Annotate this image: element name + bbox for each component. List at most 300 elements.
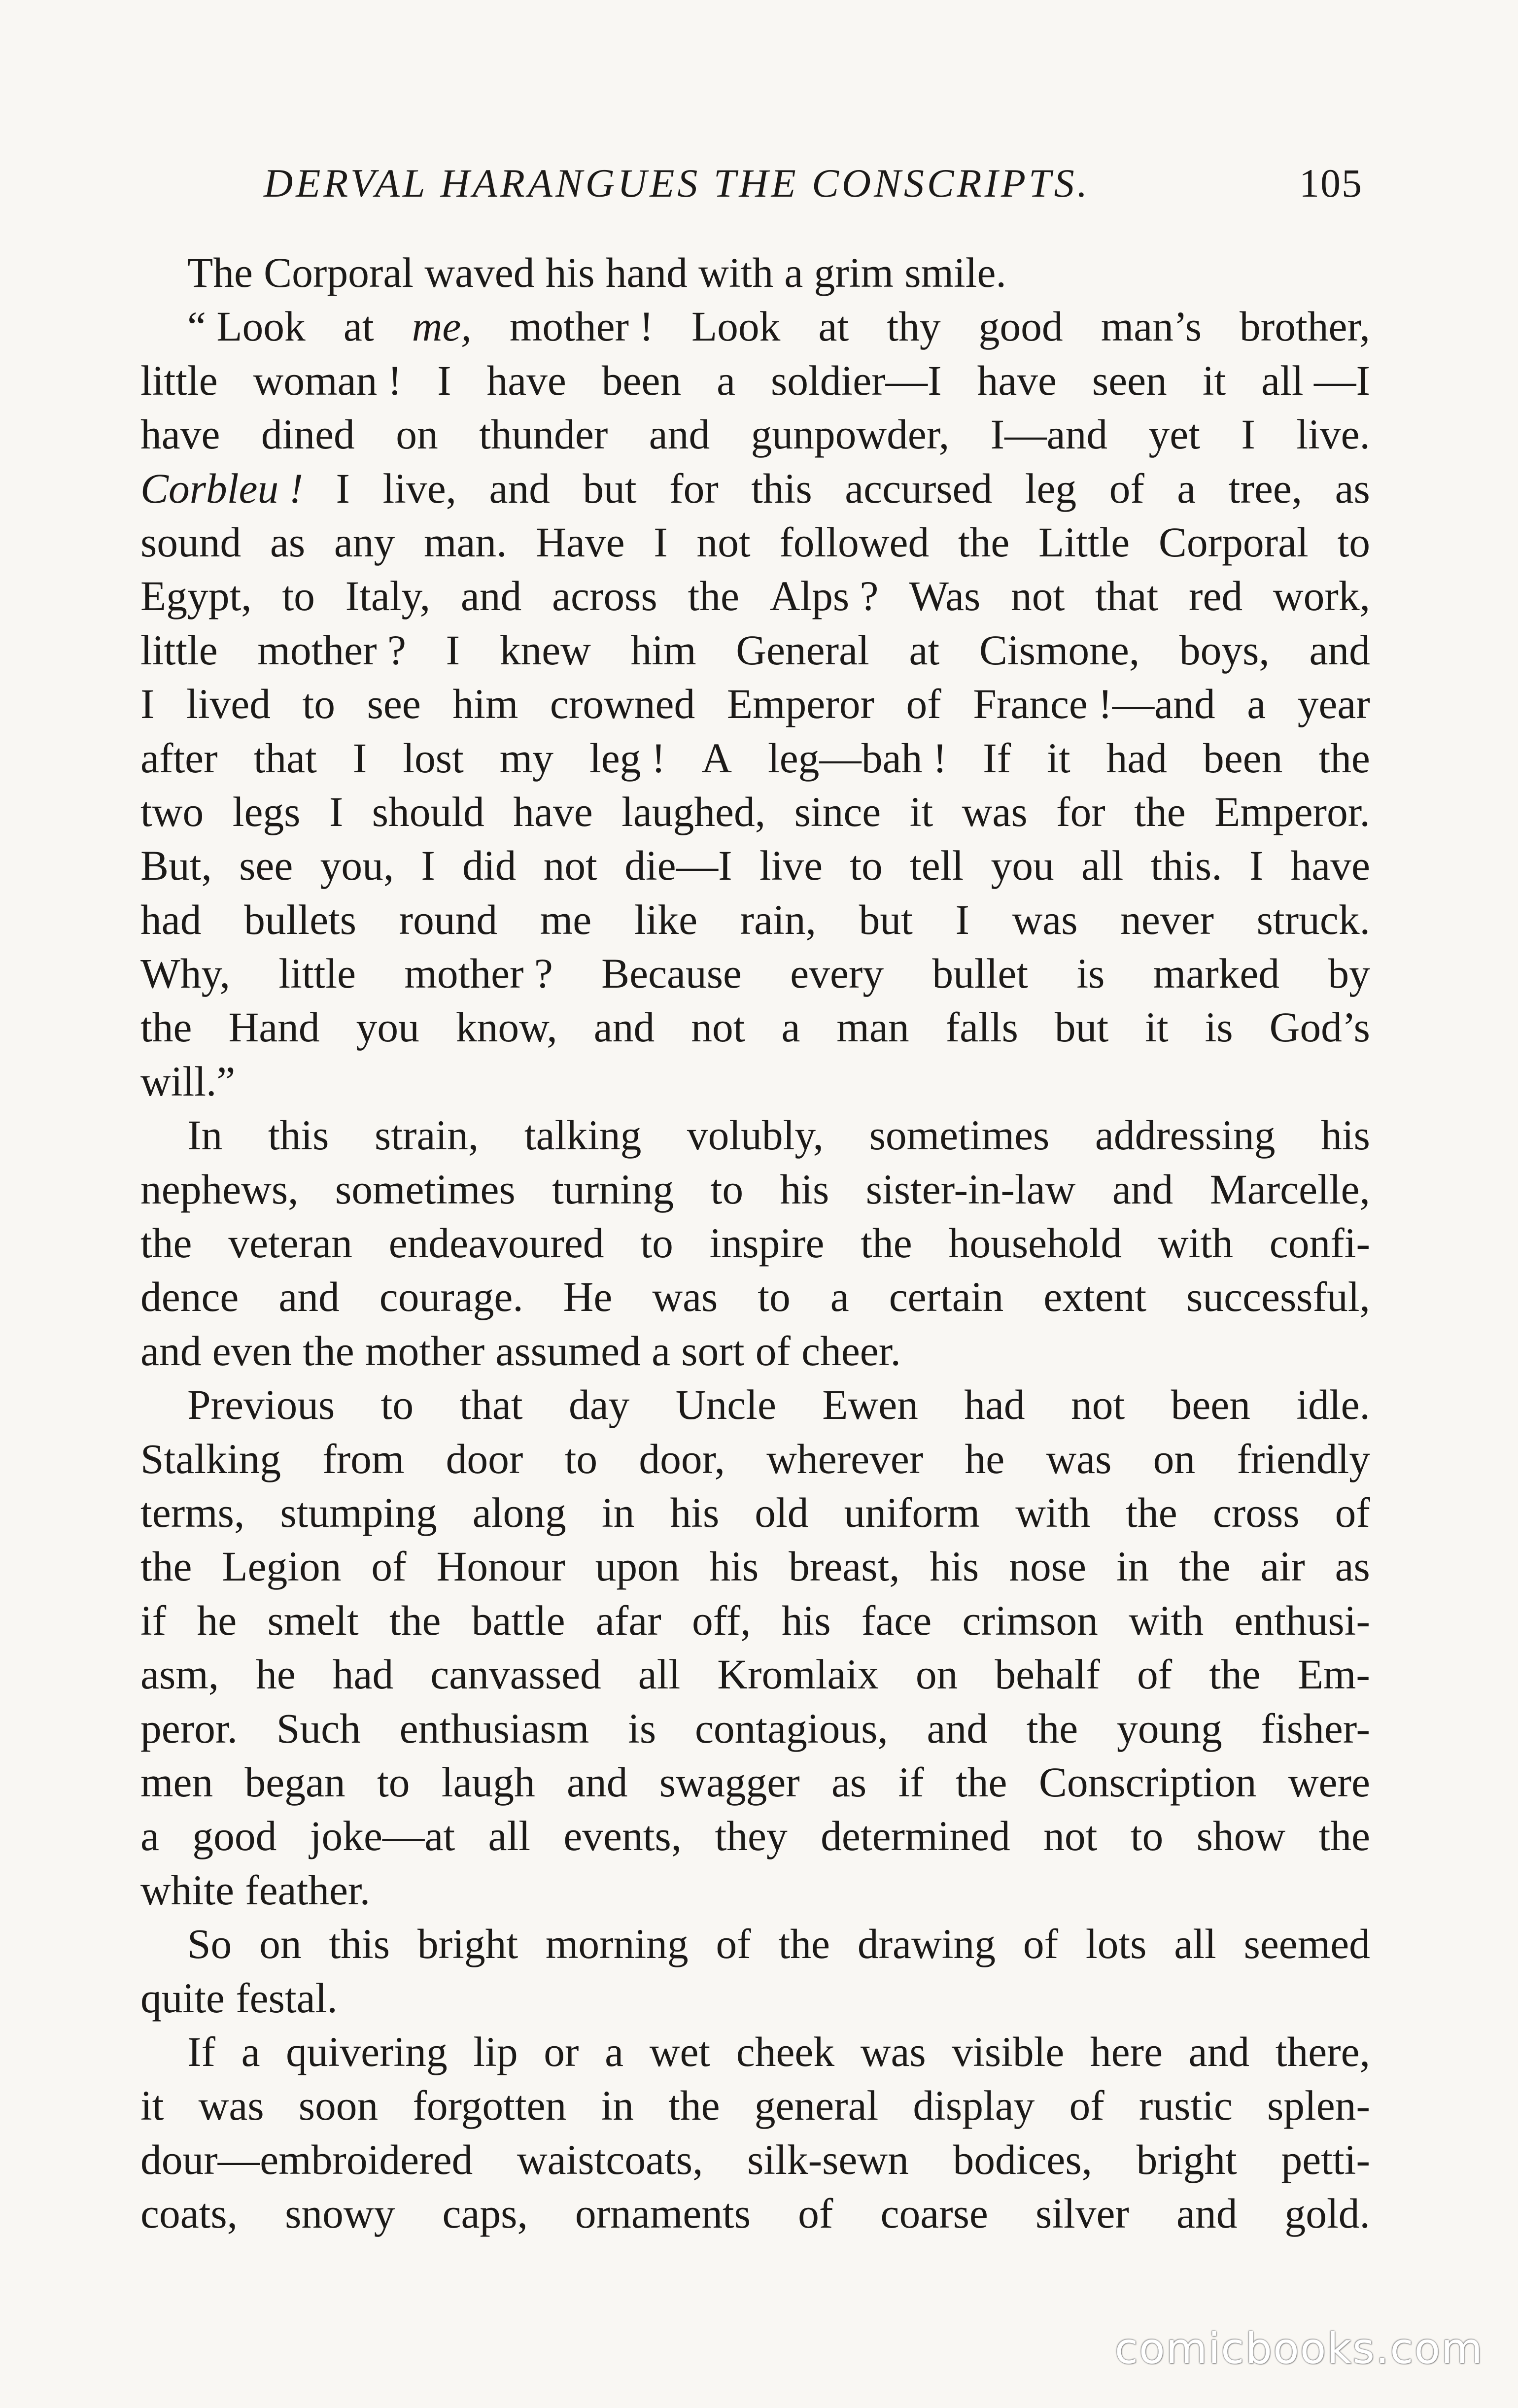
word: veteran [228, 1220, 352, 1267]
word: his [1321, 1112, 1370, 1159]
word: by [1328, 951, 1370, 998]
word: falls [945, 1004, 1018, 1051]
word: laughed, [621, 789, 766, 835]
word: Little [1038, 519, 1130, 566]
word: every [790, 951, 884, 998]
word: die—I [624, 843, 732, 890]
word: I [437, 357, 451, 404]
word: the [958, 519, 1010, 566]
word: I—and [990, 412, 1108, 458]
text-line [140, 1594, 1370, 1648]
word: had [1106, 735, 1168, 782]
word: was [1046, 1436, 1112, 1482]
text-line [140, 408, 1370, 462]
word: Such [276, 1705, 361, 1752]
word: Have [536, 519, 625, 566]
text-line [140, 1055, 1370, 1109]
word: laugh [441, 1759, 535, 1806]
word: had [964, 1382, 1025, 1429]
word: Alps ? [769, 573, 879, 620]
word: here [1090, 2029, 1163, 2075]
word: silk-sewn [747, 2136, 909, 2183]
page-number: 105 [1299, 161, 1363, 206]
word: live. [1296, 412, 1370, 458]
word: caps, [442, 2191, 528, 2237]
word: not [543, 843, 597, 890]
word: of [716, 1921, 751, 1968]
word: mother ? [404, 951, 553, 998]
word: that [253, 735, 317, 782]
word: If [187, 2029, 215, 2075]
word: silver [1035, 2191, 1129, 2237]
word: day [568, 1382, 630, 1429]
text-line [140, 2026, 1370, 2079]
word: Egypt, [140, 573, 252, 620]
word: Uncle [675, 1382, 776, 1429]
text-line [140, 300, 1370, 354]
word: behalf [995, 1651, 1101, 1698]
word: cross [1212, 1489, 1300, 1536]
word: they [715, 1813, 788, 1860]
word: white [140, 1867, 234, 1914]
word: the [861, 1220, 912, 1267]
word: he [197, 1597, 237, 1644]
word: for [1056, 789, 1105, 835]
word: been [1203, 735, 1283, 782]
text-line [140, 1648, 1370, 1702]
word: little [278, 951, 356, 998]
word: a [1177, 465, 1196, 512]
word: and [460, 573, 522, 620]
word: had [332, 1651, 394, 1698]
word: not [696, 519, 751, 566]
word: bright [417, 1921, 518, 1968]
word: all [1174, 1921, 1216, 1968]
word: little [140, 357, 218, 404]
word: to [1337, 519, 1370, 566]
word: God’s [1269, 1004, 1370, 1051]
word: canvassed [430, 1651, 601, 1698]
word: peror. [140, 1705, 238, 1752]
word: soldier—I [770, 357, 942, 404]
word: bright [1136, 2136, 1237, 2183]
word: little [140, 627, 218, 674]
word: leg ! [589, 735, 666, 782]
word: been [1171, 1382, 1251, 1429]
word: a [830, 1274, 849, 1321]
word: is [1205, 1004, 1233, 1051]
word: events, [563, 1813, 682, 1860]
word: the [389, 1597, 441, 1644]
word: round [399, 896, 498, 943]
word: I [352, 735, 367, 782]
word: Ewen [822, 1382, 918, 1429]
word: friendly [1237, 1436, 1370, 1482]
word: as [1335, 465, 1370, 512]
word: the [1134, 789, 1186, 835]
word: that [1095, 573, 1159, 620]
word: was [652, 1274, 718, 1321]
word: nose [1009, 1544, 1086, 1590]
word: cheek [736, 2029, 835, 2075]
word: but [859, 896, 913, 943]
text-line [140, 1433, 1370, 1486]
word: coats, [140, 2191, 238, 2237]
word: I [1249, 843, 1264, 890]
word: this. [1150, 843, 1222, 890]
word: bullet [932, 951, 1029, 998]
word: feather. [245, 1867, 371, 1914]
word: general [754, 2083, 879, 2130]
word: Look [691, 304, 781, 350]
watermark: comicbooks.com [1114, 2324, 1484, 2374]
word: good [192, 1813, 277, 1860]
word: on [259, 1921, 302, 1968]
word: display [913, 2083, 1035, 2130]
word: inspire [709, 1220, 825, 1267]
word: his [709, 1544, 759, 1590]
word: and [140, 1328, 202, 1375]
word: of [1109, 465, 1144, 512]
word: and [278, 1274, 340, 1321]
word: and [1188, 2029, 1250, 2075]
word: bodices, [953, 2136, 1093, 2183]
word: strain, [374, 1112, 479, 1159]
word: to [850, 843, 883, 890]
word: ornaments [575, 2191, 751, 2237]
word: knew [499, 627, 591, 674]
word: the [688, 573, 739, 620]
text-line [140, 624, 1370, 678]
word: contagious, [694, 1705, 888, 1752]
word: like [634, 896, 698, 943]
word: is [628, 1705, 656, 1752]
text-line [140, 516, 1370, 570]
word: to [758, 1274, 791, 1321]
word: stumping [280, 1489, 437, 1536]
word: were [1288, 1759, 1370, 1806]
word: I [329, 789, 344, 835]
word: all [638, 1651, 681, 1698]
word: sort [681, 1328, 745, 1375]
word: to [1130, 1813, 1164, 1860]
text-line [140, 1918, 1370, 1971]
word: quivering [286, 2029, 448, 2075]
word: and [593, 1004, 655, 1051]
text-line [140, 1001, 1370, 1055]
text-line [140, 1486, 1370, 1540]
word: nephews, [140, 1166, 299, 1213]
text-line [140, 1756, 1370, 1810]
word: drawing [857, 1921, 996, 1968]
word: young [1117, 1705, 1222, 1752]
word: to [282, 573, 315, 620]
word: the [1209, 1651, 1261, 1698]
word: the [668, 2083, 720, 2130]
text-line [140, 1325, 1370, 1378]
word: the [1026, 1705, 1078, 1752]
word: hand [605, 250, 688, 296]
word: He [563, 1274, 613, 1321]
word: with [1129, 1597, 1204, 1644]
word: Italy, [345, 573, 431, 620]
word: seen [1092, 357, 1167, 404]
word: live [759, 843, 823, 890]
word: brother, [1240, 304, 1370, 350]
word: I [336, 465, 350, 512]
word: was [962, 789, 1028, 835]
word: as [831, 1759, 867, 1806]
word: to [640, 1220, 673, 1267]
word: a [781, 1004, 800, 1051]
word: at [818, 304, 849, 350]
word: door [446, 1436, 523, 1482]
word: The [187, 250, 253, 296]
word: red [1189, 573, 1243, 620]
word: lots [1085, 1921, 1147, 1968]
word: sometimes [869, 1112, 1050, 1159]
word: determined [821, 1813, 1010, 1860]
word: volubly, [687, 1112, 824, 1159]
word: to [377, 1759, 410, 1806]
word: the [303, 1328, 354, 1375]
word: upon [595, 1544, 680, 1590]
word: grim [814, 250, 894, 296]
word: battle [471, 1597, 565, 1644]
word: the [1179, 1544, 1231, 1590]
word: the [140, 1220, 192, 1267]
word: me, [412, 304, 472, 350]
word: the [956, 1759, 1007, 1806]
word: there, [1275, 2029, 1370, 2075]
word: talking [524, 1112, 642, 1159]
word: or [544, 2029, 579, 2075]
word: soon [298, 2083, 379, 2130]
word: even [212, 1328, 292, 1375]
word: to [710, 1166, 744, 1213]
word: with [1158, 1220, 1233, 1267]
text-line [140, 732, 1370, 786]
word: Was [909, 573, 981, 620]
word: my [499, 735, 553, 782]
word: fisher- [1261, 1705, 1370, 1752]
text-line [140, 462, 1370, 516]
word: accursed [845, 465, 993, 512]
word: not [691, 1004, 745, 1051]
word: and [927, 1705, 988, 1752]
word: cheer. [801, 1328, 901, 1375]
word: confi- [1269, 1220, 1370, 1267]
word: followed [779, 519, 930, 566]
word: was [198, 2083, 264, 2130]
word: forgotten [413, 2083, 567, 2130]
word: it [1202, 357, 1226, 404]
word: since [794, 789, 881, 835]
word: seemed [1243, 1921, 1370, 1968]
word: any [334, 519, 395, 566]
word: see [367, 681, 421, 728]
word: Corporal [264, 250, 414, 296]
word: a [241, 2029, 260, 2075]
word: swagger [659, 1759, 800, 1806]
word: door, [639, 1436, 725, 1482]
word: a [652, 1328, 671, 1375]
word: all —I [1261, 357, 1370, 404]
word: I [421, 843, 435, 890]
word: work, [1273, 573, 1370, 620]
word: not [1043, 1813, 1098, 1860]
word: did [462, 843, 517, 890]
word: man. [423, 519, 507, 566]
word: not [1011, 573, 1065, 620]
word: off, [692, 1597, 751, 1644]
word: two [140, 789, 204, 835]
word: dour—embroidered [140, 2136, 473, 2183]
word: with [698, 250, 774, 296]
word: of [1137, 1651, 1173, 1698]
word: tell [910, 843, 964, 890]
word: to [564, 1436, 598, 1482]
text-line [140, 1972, 1370, 2026]
word: his [670, 1489, 720, 1536]
word: gold. [1284, 2191, 1370, 2237]
word: Conscription [1038, 1759, 1257, 1806]
text-line [140, 2187, 1370, 2241]
word: But, [140, 843, 212, 890]
word: he [256, 1651, 296, 1698]
word: on [915, 1651, 958, 1698]
word: In [187, 1112, 223, 1159]
word: joke—at [310, 1813, 455, 1860]
word: the [1318, 735, 1370, 782]
word: of [1023, 1921, 1059, 1968]
text-line [140, 1540, 1370, 1594]
word: Hand [228, 1004, 320, 1051]
word: this [751, 465, 812, 512]
text-line [140, 678, 1370, 731]
text-line [140, 1702, 1370, 1756]
word: of [1069, 2083, 1104, 2130]
word: see [239, 843, 293, 890]
text-line [140, 1217, 1370, 1271]
word: it [909, 789, 933, 835]
word: marked [1153, 951, 1280, 998]
word: rain, [740, 896, 816, 943]
word: wet [649, 2029, 711, 2075]
word: at [343, 304, 374, 350]
text-line [140, 1810, 1370, 1863]
word: is [1076, 951, 1105, 998]
word: have [977, 357, 1057, 404]
word: a [605, 2029, 624, 2075]
text-line [140, 1163, 1370, 1217]
word: him [452, 681, 518, 728]
word: have [1290, 843, 1370, 890]
word: extent [1043, 1274, 1147, 1321]
word: mother ? [257, 627, 406, 674]
word: know, [455, 1004, 557, 1051]
word: smile. [904, 250, 1006, 296]
word: him [630, 627, 696, 674]
word: show [1196, 1813, 1286, 1860]
word: this [268, 1112, 329, 1159]
word: sound [140, 519, 242, 566]
word: successful, [1186, 1274, 1370, 1321]
word: will.” [140, 1058, 236, 1105]
word: for [669, 465, 719, 512]
word: all [1081, 843, 1124, 890]
word: lost [403, 735, 464, 782]
word: quite [140, 1975, 225, 2022]
word: the [140, 1544, 192, 1590]
text-line [140, 839, 1370, 893]
word: “ Look [187, 304, 306, 350]
word: but [1054, 1004, 1109, 1051]
word: have [140, 412, 220, 458]
word: mother [365, 1328, 485, 1375]
word: to [302, 681, 336, 728]
text-line [140, 570, 1370, 623]
word: to [380, 1382, 414, 1429]
word: face [861, 1597, 932, 1644]
word: lip [473, 2029, 518, 2075]
word: household [948, 1220, 1122, 1267]
word: visible [952, 2029, 1065, 2075]
word: me [540, 896, 592, 943]
word: it [1145, 1004, 1169, 1051]
word: and [1112, 1166, 1173, 1213]
word: man’s [1101, 304, 1202, 350]
text-line [140, 246, 1370, 300]
word: as [1335, 1544, 1370, 1590]
text-line [140, 894, 1370, 947]
word: Kromlaix [717, 1651, 879, 1698]
text-line [140, 786, 1370, 839]
word: petti- [1281, 2136, 1370, 2183]
word: boys, [1179, 627, 1270, 674]
word: Emperor [726, 681, 874, 728]
word: addressing [1095, 1112, 1276, 1159]
word: on [396, 412, 438, 458]
word: festal. [236, 1975, 338, 2022]
text-line [140, 1271, 1370, 1324]
word: sister-in-law [865, 1166, 1076, 1213]
word: the [140, 1004, 192, 1051]
text-line [140, 2133, 1370, 2187]
word: live, [382, 465, 457, 512]
word: mother ! [509, 304, 654, 350]
word: asm, [140, 1651, 219, 1698]
word: I [446, 627, 460, 674]
word: in [601, 2083, 634, 2130]
word: at [909, 627, 940, 674]
word: endeavoured [388, 1220, 604, 1267]
word: with [1015, 1489, 1091, 1536]
word: of [1335, 1489, 1370, 1536]
word: the [778, 1921, 830, 1968]
word: his [545, 250, 595, 296]
word: So [187, 1921, 232, 1968]
word: it [1047, 735, 1070, 782]
word: air [1260, 1544, 1305, 1590]
word: of [906, 681, 941, 728]
word: in [601, 1489, 635, 1536]
word: if [140, 1597, 167, 1644]
text-line [140, 1864, 1370, 1918]
word: morning [545, 1921, 689, 1968]
word: in [1116, 1544, 1149, 1590]
word: I [955, 896, 969, 943]
